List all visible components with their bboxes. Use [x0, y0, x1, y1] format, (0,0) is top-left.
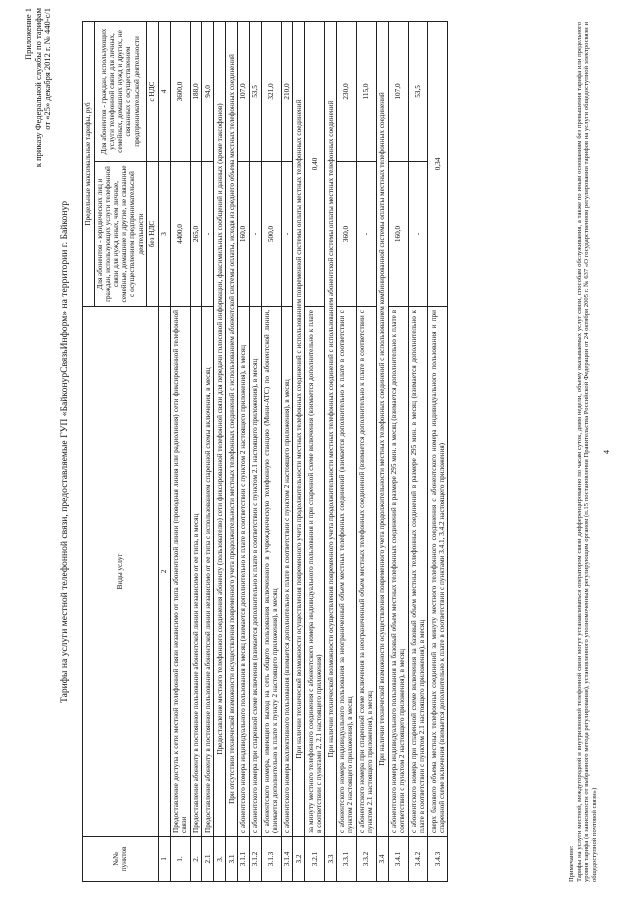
row-number: 3.1.2: [249, 837, 261, 882]
header-without-vat: без НДС: [147, 162, 159, 307]
table-row: [190, 21, 202, 881]
appendix-header: [24, 8, 53, 208]
table-row: [170, 21, 190, 881]
header-col-index-2: 2: [158, 307, 170, 837]
row-tariff-legal: 4400,0: [170, 162, 190, 307]
row-tariff-legal: 265,0: [190, 162, 202, 307]
table-row: [408, 21, 428, 881]
header-col-index-1: 1: [158, 837, 170, 882]
row-service-text: с абонентского номера коллективного пользования (взимается дополнительно к плате в соответствии с пунктом 2 настоящего приложения), в месяц: [281, 307, 293, 837]
row-number: 2.: [190, 837, 202, 882]
footnote-text: Тарифы на услуги местной, междугородной и внутризоновой телефонной связи могут устанавливаться оператором связи дифференцированно по часам суток, дням недели, объему оказываемых услуг связи, способам обслуживания, а также по иным основаниям без превышения тарифа или предельного уровня тарифа (в зависимости от выбранного метода регулирования), установленного уполномоченным регулирующим органом (п.15 постановления Правительства Российской Федерации от 24 октября 2005 г. № 637 «О государственном регулировании тарифов на услуги общедоступной электросвязи и общедоступной почтовой связи»): [575, 22, 598, 882]
appendix-line-2: к приказу Федеральной службы по тарифам: [32, 8, 43, 168]
row-tariff-citizens: 94,0: [202, 21, 214, 161]
row-tariff-citizens: 107,0: [388, 21, 408, 161]
section-row: [293, 21, 305, 881]
row-tariff-citizens: 188,0: [190, 21, 202, 161]
row-number: 3.1.4: [281, 837, 293, 882]
row-number: 3.3: [325, 837, 337, 882]
header-item-number: №№ пунктов: [83, 837, 159, 882]
header-service-type: Виды услуг: [83, 307, 159, 837]
section-row: [226, 21, 238, 881]
header-group-legal: Для абонентов - юридических лиц и граждан, использующих услуги телефонной связи для нужд иных, чем личные, семейные, домашние и другие, не связанные с осуществлением предпринимательской деятельности: [94, 162, 146, 307]
tariff-rows: [170, 21, 448, 881]
row-service-text: При наличии технической возможности осуществления повременного учета продолжительности местных телефонных соединений с использованием повременной системы оплаты местных телефонных соединений: [293, 21, 305, 836]
row-tariff-legal: -: [281, 162, 293, 307]
table-row: [237, 21, 249, 881]
row-service-text: Предоставление доступа к сети местной телефонной связи независимо от типа абонентской линии (проводная линия или радиолиния) сети фиксированной телефонной связи: [170, 307, 190, 837]
row-number: 3.4.2: [408, 837, 428, 882]
row-tariff-citizens: 53,5: [249, 21, 261, 161]
section-row: [325, 21, 337, 881]
appendix-line-1: Приложение 1: [23, 8, 33, 60]
footnote-label: Примечание:: [568, 845, 575, 882]
row-service-text: При отсутствии технической возможности осуществления повременного учета продолжительности местных телефонных соединений с использованием абонентской системы оплаты, исходя из среднего объема местных телефонных соединений: [226, 21, 238, 836]
table-row: [281, 21, 293, 881]
row-tariff-merged: 0,34: [428, 21, 448, 306]
appendix-line-3: от «25» декабря 2012 г. № 440-с/1: [42, 8, 53, 130]
row-service-text: Предоставление местного телефонного соединения абоненту (пользователю) сети фиксированной телефонной связи для передачи голосовой информации, факсимильных сообщений и данных (кроме таксофонов): [214, 21, 226, 836]
row-service-text: сверх базового объема местных телефонных соединений за минуту местного телефонного соединения с абонентского номера индивидуального пользования и при спаренной схеме включения (взимается дополнительно к плате в соответствии с пунктами 3.4.1, 3.4.2 настоящего приложения): [428, 307, 448, 837]
row-tariff-citizens: 53,5: [408, 21, 428, 161]
row-service-text: с абонентского номера при спаренной схеме включения за базовый объем местных телефонных соединений в размере 295 мин. в месяц (взимается дополнительно к плате в соответствии с пунктом 2.1 настоящего приложения), в месяц: [408, 307, 428, 837]
table-row: [337, 21, 357, 881]
row-tariff-citizens: 230,0: [337, 21, 357, 161]
rotated-page: [20, 2, 620, 902]
row-service-text: с абонентского номера индивидуального пользования за неограниченный объем местных телефонных соединений (взимается дополнительно к плате в соответствии с пунктом 2 настоящего приложения), в месяц: [337, 307, 357, 837]
row-tariff-citizens: 321,0: [261, 21, 281, 161]
table-row: [428, 21, 448, 881]
row-number: 1.: [170, 837, 190, 882]
row-service-text: Предоставление абоненту в постоянное пользование абонентской линии независимо от ее типа, в месяц: [190, 307, 202, 837]
row-tariff-legal: -: [356, 162, 376, 307]
row-tariff-legal: 160,0: [388, 162, 408, 307]
row-service-text: При наличии технической возможности осуществления повременного учета продолжительности местных телефонных соединений с использованием комбинированной системы оплаты местных телефонных соединений: [376, 21, 388, 836]
section-row: [376, 21, 388, 881]
row-tariff-legal: -: [202, 162, 214, 307]
row-service-text: с абонентского номера индивидуального пользования в месяц (взимается дополнительно к плате в соответствии с пунктом 2 настоящего приложения), в месяц: [237, 307, 249, 837]
header-max-tariffs: Предельные максимальные тарифы, руб: [83, 21, 95, 306]
table-row: [305, 21, 325, 881]
row-tariff-legal: -: [408, 162, 428, 307]
row-tariff-citizens: 115,0: [356, 21, 376, 161]
table-row: [249, 21, 261, 881]
row-number: 3.1: [226, 837, 238, 882]
row-service-text: за минуту местного телефонного соединения с абонентского номера индивидуального пользования и при спаренной схеме включения (взимается дополнительно к плате в соответствии с пунктами 2, 2.1 настоящего приложения): [305, 307, 325, 837]
row-service-text: с абонентского номера, имеющего выход на сеть общего пользования включенного в учрежденческую телефонную станцию (Мини-АТС) по абонентской линии, (взимается дополнительно к плате к пункту 2 настоящего приложения), в месяц: [261, 307, 281, 837]
row-tariff-citizens: 3600,0: [170, 21, 190, 161]
table-row: [202, 21, 214, 881]
row-tariff-merged: 0,40: [305, 21, 325, 306]
row-tariff-legal: 360,0: [337, 162, 357, 307]
row-number: 3.2: [293, 837, 305, 882]
document-title: Тарифы на услуги местной телефонной связи, предоставляемые ГУП «БайконурСвязьИнформ» на территории г. Байконур: [59, 200, 70, 704]
row-tariff-legal: -: [249, 162, 261, 307]
row-number: 3.4: [376, 837, 388, 882]
table-row: [261, 21, 281, 881]
row-number: 3.4.1: [388, 837, 408, 882]
header-col-index-4: 4: [158, 21, 170, 161]
row-service-text: с абонентского номера при спаренной схеме включения (взимается дополнительно к плате в соответствии с пунктом 2.1 настоящего приложения), в месяц: [249, 307, 261, 837]
row-number: 3.: [214, 837, 226, 882]
footnote: [568, 22, 598, 882]
header-col-index-3: 3: [158, 162, 170, 307]
row-number: 2.1: [202, 837, 214, 882]
row-number: 3.1.1: [237, 837, 249, 882]
row-tariff-legal: 500,0: [261, 162, 281, 307]
row-number: 3.4.3: [428, 837, 448, 882]
row-service-text: с абонентского номера индивидуального пользования за базовый объем местных телефонных соединений в размере 295 мин. в месяц (взимается дополнительно к плате в соответствии с пунктом 2 настоящего приложения), в месяц: [388, 307, 408, 837]
row-tariff-citizens: 210,0: [281, 21, 293, 161]
row-number: 3.2.1: [305, 837, 325, 882]
row-service-text: с абонентского номера при спаренной схеме включения за неограниченный объем местных телефонных соединений (взимается дополнительно к плате в соответствии с пунктом 2.1 настоящего приложения), в месяц: [356, 307, 376, 837]
table-row: [388, 21, 408, 881]
row-tariff-citizens: 107,0: [237, 21, 249, 161]
row-service-text: Предоставление абоненту в постоянное пользование абонентской линии независимо от ее типа с использованием спаренной схемы включения, в месяц: [202, 307, 214, 837]
row-tariff-legal: 160,0: [237, 162, 249, 307]
header-group-citizens: Для абонентов - граждан, использующих услуги телефонной связи для личных, семейных, домашних нужд и других, не связанных с осуществлением предпринимательской деятельности: [94, 21, 146, 161]
section-row: [214, 21, 226, 881]
row-number: 3.3.1: [337, 837, 357, 882]
table-row: [356, 21, 376, 881]
row-number: 3.1.3: [261, 837, 281, 882]
header-with-vat: с НДС: [147, 21, 159, 161]
tariff-table: [82, 21, 448, 882]
row-number: 3.3.2: [356, 837, 376, 882]
page-number: 4: [602, 450, 611, 454]
row-service-text: При наличии технической возможности осуществления повременного учета продолжительности местных телефонных соединений с использованием абонентской системы оплаты местных телефонных соединений: [325, 21, 337, 836]
